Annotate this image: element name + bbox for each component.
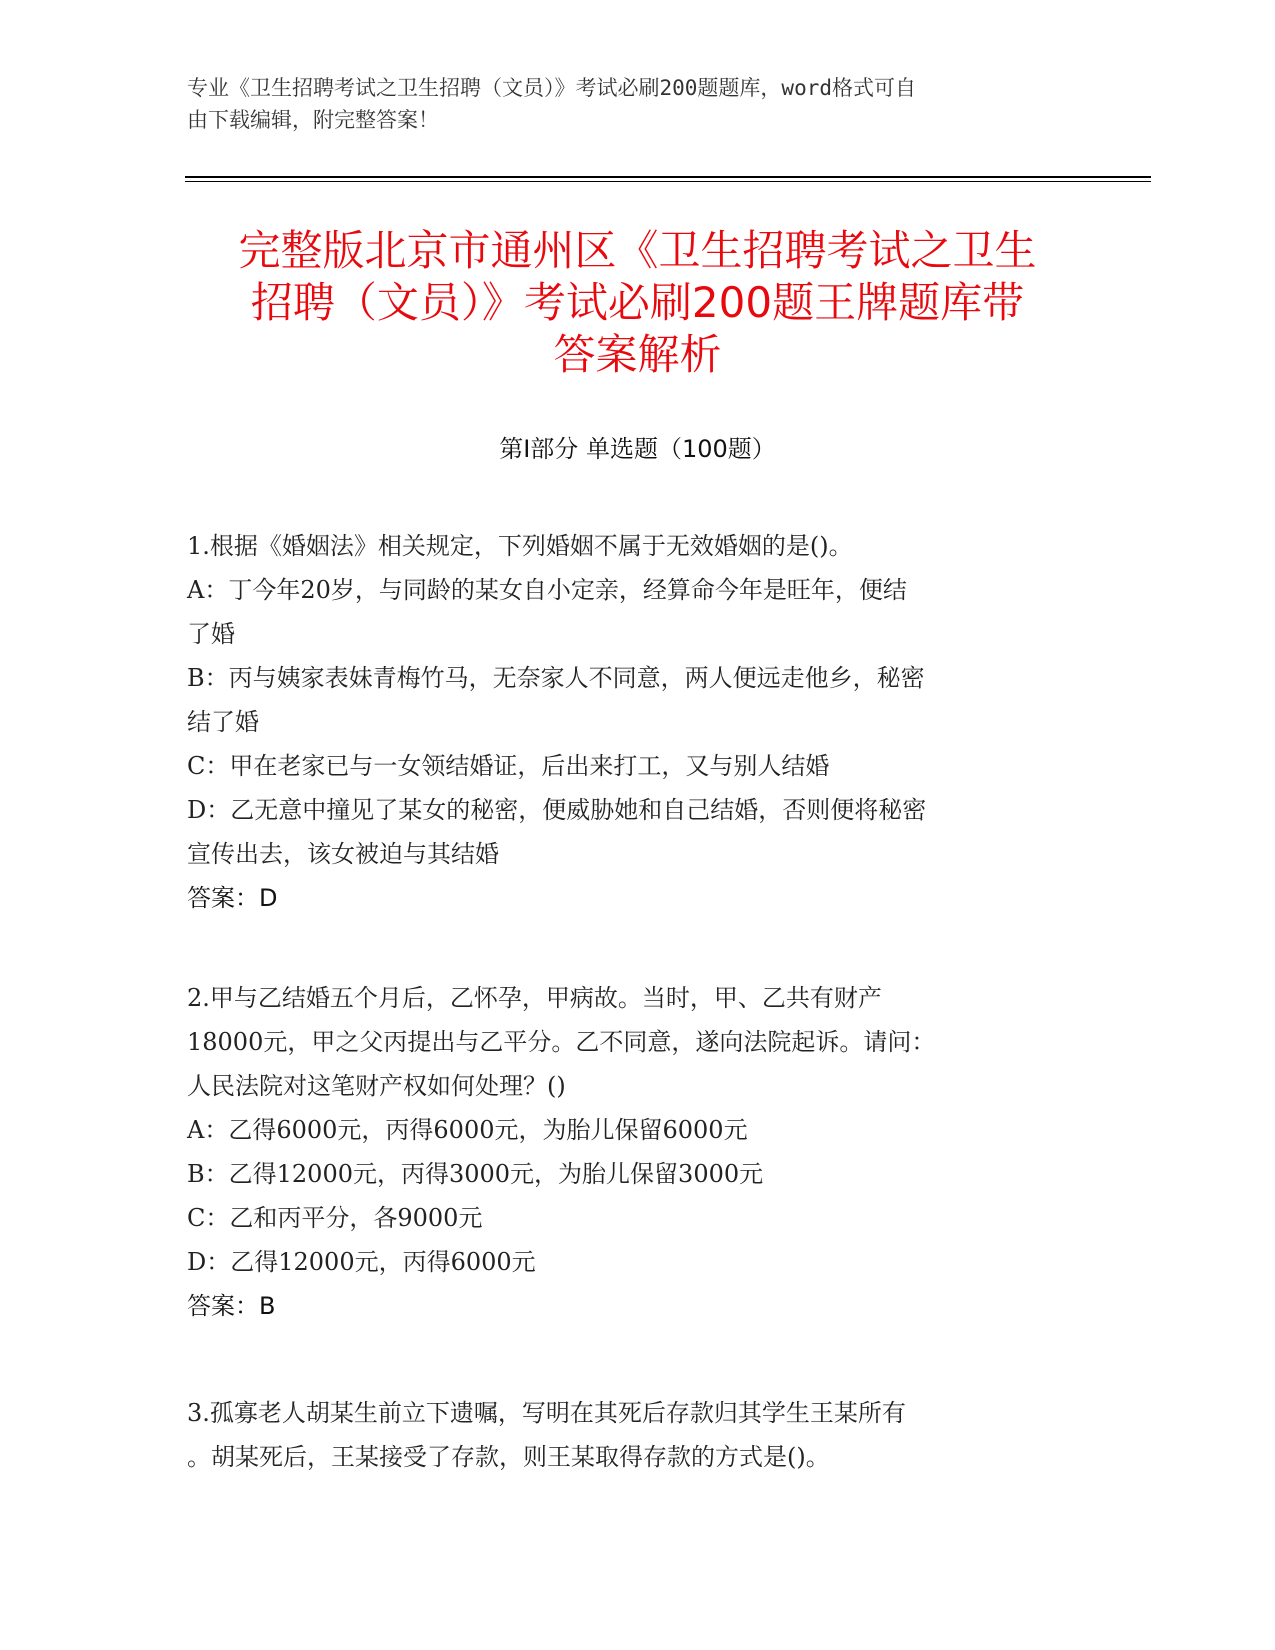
question-stem-continued: 18000元，甲之父丙提出与乙平分。乙不同意，遂向法院起诉。请问： — [187, 1028, 936, 1056]
header-note-line: 由下载编辑，附完整答案！ — [187, 108, 439, 132]
option-c: C：乙和丙平分，各9000元 — [187, 1204, 483, 1232]
option-a-continued: 了婚 — [187, 620, 235, 648]
header-divider-thick — [185, 176, 1151, 178]
question-2 — [187, 976, 1082, 1328]
option-d-continued: 宣传出去，该女被迫与其结婚 — [187, 840, 499, 868]
option-b: B：乙得12000元，丙得3000元，为胎儿保留3000元 — [187, 1160, 764, 1188]
question-1 — [187, 524, 1082, 920]
document-title — [190, 225, 1085, 381]
header-note-line: 专业《卫生招聘考试之卫生招聘（文员）》考试必刷200题题库，word格式可自 — [187, 76, 916, 100]
section-heading: 第Ⅰ部分 单选题（100题） — [499, 435, 776, 463]
question-stem: 3.孤寡老人胡某生前立下遗嘱，写明在其死后存款归其学生王某所有 — [187, 1399, 906, 1427]
option-d: D：乙得12000元，丙得6000元 — [187, 1248, 536, 1276]
option-c: C：甲在老家已与一女领结婚证，后出来打工，又与别人结婚 — [187, 752, 830, 780]
option-b-continued: 结了婚 — [187, 708, 259, 736]
document-title-line: 招聘（文员）》考试必刷200题王牌题库带 — [250, 278, 1025, 327]
header-divider-thin — [185, 181, 1151, 182]
question-stem: 2.甲与乙结婚五个月后，乙怀孕，甲病故。当时，甲、乙共有财产 — [187, 984, 882, 1012]
question-3 — [187, 1391, 1082, 1479]
question-stem-continued: 人民法院对这笔财产权如何处理？() — [187, 1072, 566, 1100]
document-title-line: 答案解析 — [553, 330, 722, 379]
header-note — [187, 72, 1087, 136]
option-a: A：乙得6000元，丙得6000元，为胎儿保留6000元 — [187, 1116, 748, 1144]
answer-line: 答案：B — [187, 1292, 276, 1320]
answer-line: 答案：D — [187, 884, 278, 912]
option-b: B：丙与姨家表妹青梅竹马，无奈家人不同意，两人便远走他乡，秘密 — [187, 664, 925, 692]
option-a: A：丁今年20岁，与同龄的某女自小定亲，经算命今年是旺年，便结 — [187, 576, 907, 604]
question-stem-continued: 。胡某死后，王某接受了存款，则王某取得存款的方式是()。 — [187, 1443, 830, 1471]
document-title-line: 完整版北京市通州区《卫生招聘考试之卫生 — [238, 226, 1037, 275]
question-stem: 1.根据《婚姻法》相关规定，下列婚姻不属于无效婚姻的是()。 — [187, 532, 853, 560]
option-d: D：乙无意中撞见了某女的秘密，便威胁她和自己结婚，否则便将秘密 — [187, 796, 927, 824]
